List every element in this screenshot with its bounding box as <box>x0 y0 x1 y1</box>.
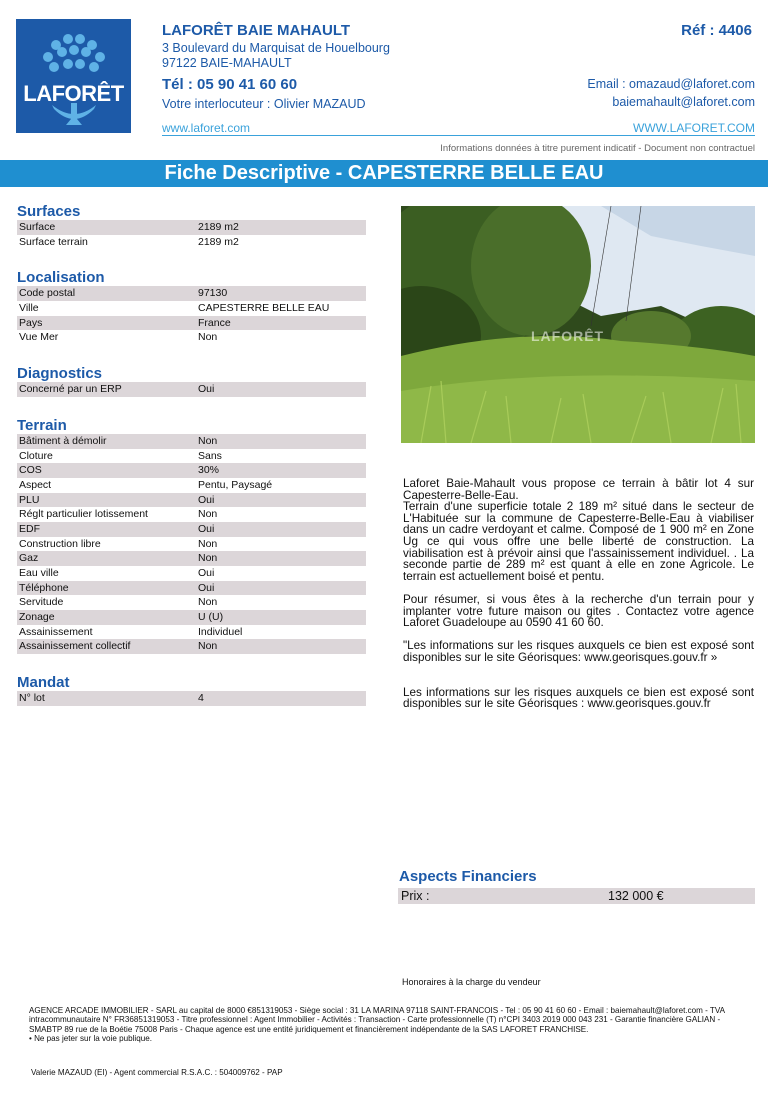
section-spacer <box>17 397 366 417</box>
detail-value: Sans <box>198 449 222 462</box>
fees-note: Honoraires à la charge du vendeur <box>402 977 541 987</box>
detail-row <box>17 639 366 654</box>
detail-value: Oui <box>198 522 215 535</box>
detail-row <box>17 522 366 537</box>
detail-label: Code postal <box>19 287 76 300</box>
detail-row <box>17 330 366 345</box>
recycle-notice: • Ne pas jeter sur la voie publique. <box>29 1034 152 1044</box>
agency-name: LAFORÊT BAIE MAHAULT <box>162 22 351 39</box>
detail-value: Non <box>198 537 218 550</box>
detail-row <box>17 551 366 566</box>
detail-value: Non <box>198 640 218 653</box>
section-spacer <box>17 654 366 674</box>
detail-row <box>17 566 366 581</box>
detail-row <box>17 595 366 610</box>
detail-label: Construction libre <box>19 537 101 550</box>
section-spacer <box>17 249 366 269</box>
agency-address-line2: 97122 BAIE-MAHAULT <box>162 56 292 70</box>
laforet-logo <box>16 19 131 133</box>
property-details <box>17 203 366 706</box>
detail-label: Vue Mer <box>19 331 59 344</box>
detail-label: EDF <box>19 522 40 535</box>
detail-row <box>17 235 366 250</box>
detail-value: Non <box>198 596 218 609</box>
description-spacer <box>403 664 754 676</box>
property-photo <box>401 206 755 443</box>
detail-value: Pentu, Paysagé <box>198 478 273 491</box>
tree-icon <box>16 19 131 133</box>
detail-label: N° lot <box>19 692 45 705</box>
detail-label: Eau ville <box>19 567 59 579</box>
section-title: Surfaces <box>17 203 81 220</box>
detail-row <box>17 434 366 449</box>
detail-row <box>17 625 366 640</box>
detail-label: Concerné par un ERP <box>19 383 122 396</box>
detail-label: Surface terrain <box>19 235 88 248</box>
description-paragraph: Les informations sur les risques auxquels ce bien est exposé sont disponibles sur le site Géorisques : www.georisques.gouv.fr <box>403 685 754 711</box>
detail-value: U (U) <box>198 611 224 624</box>
description-paragraph: Terrain d'une superficie totale 2 189 m² situé dans le secteur de L'Habituée sur la commune de Capesterre-Belle-Eau à viabiliser dans un cadre verdoyant et calme. Composé de 1 900 m² en Zone Ug ce qui vous offre une belle liberté de construction. La viabilisation est à prévoir ainsi que l'assainissement individuel. . La seconde partie de 289 m² est quant à elle en zone Agricole. Le terrain est actuellement boisé et pentu. <box>403 500 754 583</box>
detail-row <box>17 382 366 397</box>
page-title: Fiche Descriptive - CAPESTERRE BELLE EAU <box>0 160 768 187</box>
header-disclaimer: Informations données à titre purement indicatif - Document non contractuel <box>440 143 755 154</box>
detail-label: Bâtiment à démolir <box>19 434 107 447</box>
detail-value: Oui <box>198 493 215 506</box>
financial-section-title: Aspects Financiers <box>399 868 537 885</box>
section-title: Terrain <box>17 416 67 434</box>
detail-label: Pays <box>19 316 43 329</box>
price-row <box>398 888 755 904</box>
detail-value: Oui <box>198 567 215 579</box>
detail-label: Surface <box>19 221 56 233</box>
detail-label: Assainissement collectif <box>19 640 131 653</box>
detail-label: PLU <box>19 493 40 506</box>
section-spacer <box>17 345 366 365</box>
detail-row <box>17 286 366 301</box>
section-title: Mandat <box>17 674 70 692</box>
detail-value: 4 <box>198 692 204 705</box>
legal-footer <box>29 1006 729 1044</box>
detail-row <box>17 463 366 478</box>
detail-value: Non <box>198 552 218 565</box>
detail-row <box>17 537 366 552</box>
agency-phone: Tél : 05 90 41 60 60 <box>162 76 298 93</box>
detail-row <box>17 493 366 508</box>
detail-row <box>17 610 366 625</box>
detail-label: Gaz <box>19 552 39 565</box>
detail-label: Téléphone <box>19 581 69 594</box>
listing-reference: Réf : 4406 <box>681 22 752 39</box>
price-label: Prix : <box>401 889 430 903</box>
detail-label: Ville <box>19 302 39 315</box>
detail-value: Non <box>198 331 218 344</box>
detail-value: Oui <box>198 383 215 396</box>
price-value: 132 000 € <box>608 889 664 903</box>
detail-row <box>17 691 366 706</box>
detail-row <box>17 220 366 235</box>
detail-label: Cloture <box>19 449 53 462</box>
detail-value: 2189 m2 <box>198 235 239 248</box>
detail-value: 30% <box>198 464 220 477</box>
detail-row <box>17 301 366 316</box>
agency-email-primary[interactable]: Email : omazaud@laforet.com <box>587 77 755 91</box>
detail-label: Servitude <box>19 596 64 609</box>
detail-row <box>17 478 366 493</box>
detail-label: Zonage <box>19 611 55 624</box>
description-paragraph: "Les informations sur les risques auxquels ce bien est exposé sont disponibles sur le site Géorisques: www.georisques.gouv.fr » <box>403 639 754 664</box>
detail-label: Assainissement <box>19 625 93 638</box>
description-spacer <box>403 675 754 687</box>
landscape-illustration <box>401 206 755 443</box>
detail-value: Oui <box>198 581 215 594</box>
detail-value: 2189 m2 <box>198 221 239 233</box>
agency-address-line1: 3 Boulevard du Marquisat de Houelbourg <box>162 41 390 55</box>
detail-value: Individuel <box>198 625 243 638</box>
description-paragraph: Pour résumer, si vous êtes à la recherche d'un terrain pour y implanter votre future maison ou gites . Contactez votre agence Laforet Guadeloupe au 0590 41 60 60. <box>403 592 754 630</box>
header-divider <box>162 135 755 136</box>
legal-text: AGENCE ARCADE IMMOBILIER - SARL au capital de 8000 €851319053 - Siège social : 31 LA MARINA 97118 SAINT-FRANCOIS - Tel : 05 90 41 60 60 - Email : baiemahault@laforet.com - TVA intracommunautaire N° FR36851319053 - Titre professionnel : Agent Immobilier - Activités : Transaction - Carte professionnelle (T) n°CPI 3403 2019 000 043 231 - Garantie financière GALIAN - SMABTP 89 rue de la Boétie 75008 Paris - Chaque agence est une entité juridiquement et financièrement indépendante de la SAS LAFORET FRANCHISE. <box>29 1006 725 1034</box>
detail-value: 97130 <box>198 287 228 300</box>
detail-value: France <box>198 316 231 329</box>
detail-label: Aspect <box>19 478 52 491</box>
detail-value: Non <box>198 434 218 447</box>
website-link-right[interactable]: WWW.LAFORET.COM <box>633 121 755 135</box>
description-paragraph: Laforet Baie-Mahault vous propose ce terrain à bâtir lot 4 sur Capesterre-Belle-Eau. <box>403 477 754 502</box>
detail-row <box>17 581 366 596</box>
detail-label: COS <box>19 464 42 477</box>
detail-row <box>17 507 366 522</box>
section-title: Diagnostics <box>17 365 103 383</box>
detail-row <box>17 316 366 331</box>
agency-email-secondary[interactable]: baiemahault@laforet.com <box>612 95 755 109</box>
property-description <box>403 478 754 710</box>
photo-watermark: LAFORÊT <box>531 328 605 344</box>
website-link-left[interactable]: www.laforet.com <box>162 121 251 135</box>
detail-row <box>17 449 366 464</box>
agent-info: Valerie MAZAUD (EI) - Agent commercial R.S.A.C. : 504009762 - PAP <box>31 1068 283 1077</box>
detail-value: Non <box>198 508 218 521</box>
logo-wordmark: LAFORÊT <box>23 81 124 106</box>
section-title: Localisation <box>17 269 105 287</box>
detail-label: Réglt particulier lotissement <box>19 508 148 521</box>
detail-value: CAPESTERRE BELLE EAU <box>198 302 330 315</box>
agency-contact: Votre interlocuteur : Olivier MAZAUD <box>162 97 366 111</box>
